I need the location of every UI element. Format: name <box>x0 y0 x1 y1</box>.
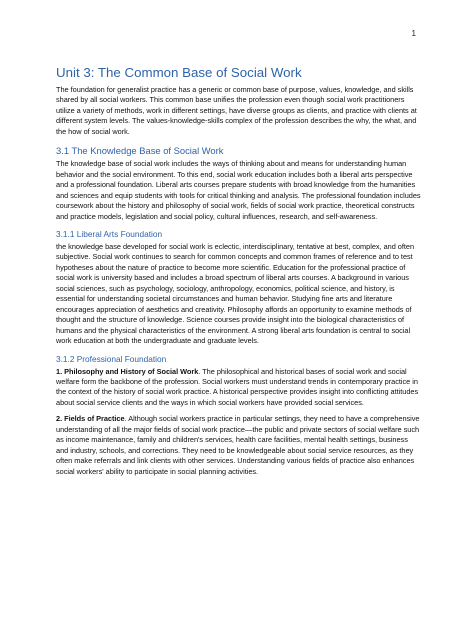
item-1-body: . The philosophical and historical bases of social work and social welfare form the backbone of the profession. Social workers must understand trends in contemporary practice in the context of the history of social work practice. A historical perspective provides insight into conflicting attitudes about social service clients and the ways in which social workers have provided social services. <box>56 366 419 407</box>
item-1-title: 1. Philosophy and History of Social Work <box>56 366 199 376</box>
section-3-1-2-heading: 3.1.2 Professional Foundation <box>56 353 167 364</box>
item-2-body: . Although social workers practice in particular settings, they need to have a comprehensive understanding of all the major fields of social work practice—the public and private sectors of social welfare such as income maintenance, family and children's services, health care facilities, mental health settings, business and industry, schools, and corrections. They need to be knowledgeable about social service resources, as they often make referrals and link clients with other services. Understanding various fields of practice also enhances social workers' ability to participate in social planning activities. <box>56 414 420 476</box>
unit-title: Unit 3: The Common Base of Social Work <box>56 65 302 80</box>
page-number: 1 <box>411 29 416 38</box>
section-3-1-1-paragraph: the knowledge base developed for social work is eclectic, interdisciplinary, tentative at best, complex, and often subjective. Social work continues to search for common concepts and common frames of reference and to test hypotheses about the nature of practice to become more scientific. Education for the professional practice of social work is university based and includes a broad spectrum of liberal arts courses. A background in various social sciences, such as psychology, sociology, anthropology, economics, political science, and history, is essential for understanding societal circumstances and human behavior. Studying fine arts and literature encourages appreciation of aesthetics and creativity. Philosophy affords an opportunity to examine methods of thought and the structure of knowledge. Science courses provide insight into the biological characteristics of humans and the physical characteristics of the environment. A strong liberal arts foundation is central to social work education at both the undergraduate and graduate levels. <box>56 241 415 346</box>
document-body <box>56 65 422 477</box>
unit-intro-paragraph: The foundation for generalist practice has a generic or common base of purpose, values, knowledge, and skills shared by all social workers. This common base unifies the profession even though social work practitioners utilize a variety of methods, work in different settings, have diverse groups as clients, and practice with clients at different system levels. The values-knowledge-skills complex of the profession describes the why, the what, and the how of social work. <box>56 85 417 136</box>
item-2-title: 2. Fields of Practice <box>56 414 125 424</box>
professional-foundation-item-2 <box>56 414 422 477</box>
section-3-1-1-heading: 3.1.1 Liberal Arts Foundation <box>56 228 163 239</box>
professional-foundation-item-1 <box>56 367 422 409</box>
section-3-1-heading: 3.1 The Knowledge Base of Social Work <box>56 145 224 157</box>
section-3-1-paragraph: The knowledge base of social work includes the ways of thinking about and means for understanding human behavior and the social environment. To this end, social work education includes both a liberal arts perspective and a professional foundation. Liberal arts courses prepare students with broad knowledge from the humanities and sciences and equip students with tools for critical thinking and analysis. The professional foundation includes coursework about the history and philosophy of social work, fields of social work practice, theoretical constructs and practice models, legislation and social policy, cultural influences, research, and self-awareness. <box>56 159 421 221</box>
